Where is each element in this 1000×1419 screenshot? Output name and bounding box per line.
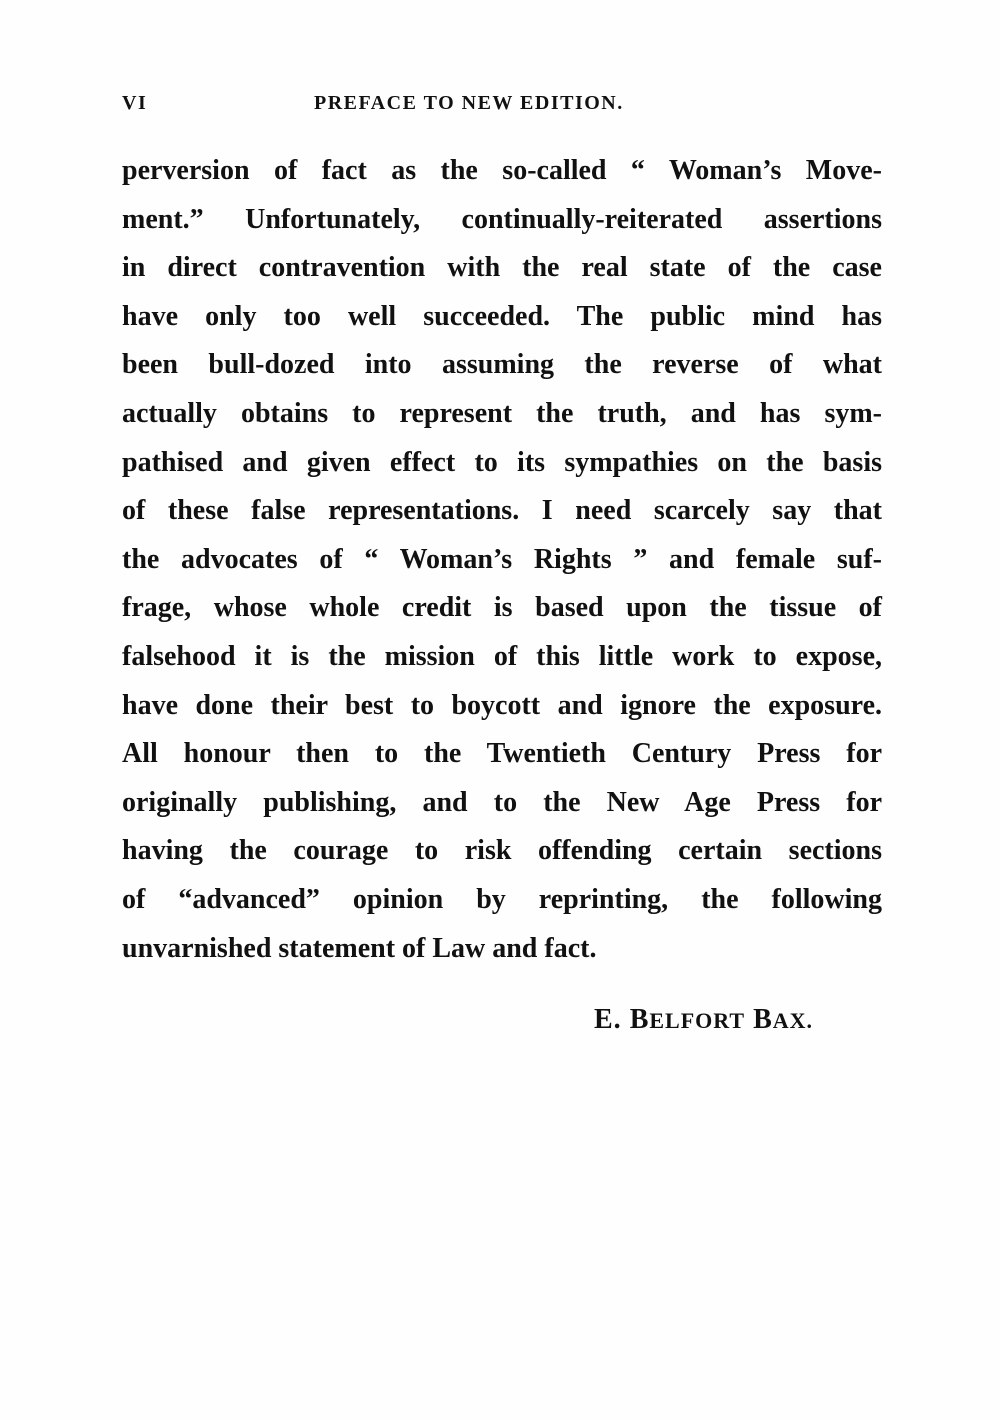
text-line: pathised and given effect to its sympathies on the basis [122,446,882,478]
text-line: perversion of fact as the so-called “ Woman’s Move- [122,155,882,186]
signature-initial: E. [594,1004,622,1035]
text-line: falsehood it is the mission of this little work to expose, [122,640,882,672]
running-head-title: PREFACE TO NEW EDITION. [314,92,624,114]
page-number: VI [122,92,148,114]
text-line: have only too well succeeded. The public mind has [122,300,882,332]
signature-first-cap: B [629,1004,650,1035]
running-head [122,92,682,122]
text-line: have done their best to boycott and ignore the exposure. [122,689,882,721]
author-signature [594,1004,813,1036]
text-line: having the courage to risk offending certain sections [122,835,882,867]
text-line: frage, whose whole credit is based upon the tissue of [122,592,882,624]
body-paragraph [122,147,882,973]
text-line: All honour then to the Twentieth Century Press for [122,738,882,770]
text-line: of “advanced” opinion by reprinting, the following [122,883,882,915]
text-line: been bull-dozed into assuming the reverse of what [122,349,882,381]
signature-last-rest: AX. [772,1008,814,1033]
text-line: in direct contravention with the real state of the case [122,252,882,284]
text-line: actually obtains to represent the truth, and has sym- [122,397,882,429]
signature-first-rest: ELFORT [649,1008,746,1033]
text-line: originally publishing, and to the New Age Press for [122,786,882,818]
text-line: of these false representations. I need scarcely say that [122,495,882,527]
text-line: ment.” Unfortunately, continually-reiterated assertions [122,203,882,235]
text-line-last: unvarnished statement of Law and fact. [122,932,597,964]
signature-last-cap: B [753,1004,773,1035]
text-line: the advocates of “ Woman’s Rights ” and female suf- [122,543,882,575]
